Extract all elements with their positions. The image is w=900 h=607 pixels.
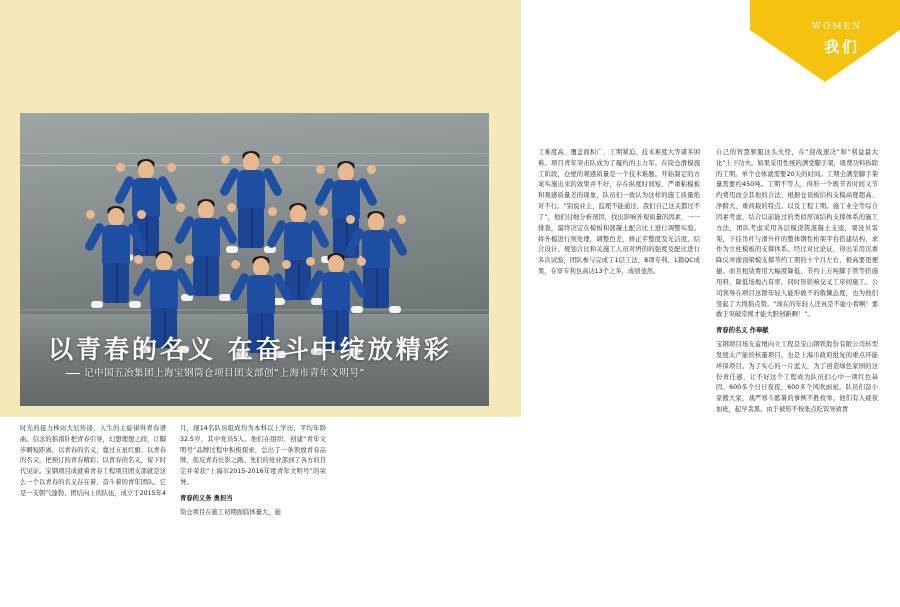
page-title: 以青春的名义 在奋斗中绽放精彩 [48,335,452,364]
subtitle-text: 记中国五冶集团上海宝钢筒仓项目团支部创“上海市青年文明号” [84,368,365,379]
body-paragraph: 筒仓项目在施工初期面临体量大，施 [180,508,281,516]
right-column-1 [538,148,700,421]
masthead [750,0,900,82]
body-paragraph: 自己的智慧驱服这头火怪，在“迎战速决”和“利益最大化”上下功夫。如果采用性统的满堂脚手架，既费功料拆除的工期。单个仓体就需要20天的时间。工期全满堂脚手架量需要约450吨。工期不等人，得形一个既节省时间又节约费用而全其他的合法、根据仓顶板结构支模高度超高、净跨大、重荷载的特点。以及工程工期。施工业全等综合因素考虑，结合以前能过的类似厚顶结构支撑体系的施工方法，团队考虑采用各层模浇筑混凝土支座，架设贝雷架，下挂吊杆与滑升杆的整体钢性桁架平台搭建结构，求作为立柱模板的支撑体系。经过对比论证，得出采用沉重降反冲澡顶梁模支撑节约工期的十个月左右，极高要更便捷。而且租赁费用大幅度降低、节约上万吨脚手管等搭施用料，降低场地占有率，同时形影响交叉工序间施工。公司领导在项目这群年轻人能形敢不的敬佩态度，也为他们竖起了大拇指点赞。“现在的年轻人还真是不能小看啊！要敢于突破常规才能大胆创新啊！”。 [716,149,878,319]
body-paragraph: 时光的接力棒由大厄传递，人生的主旋律得青春谱曲。信念的指南针把青春引导，幻想理想之间，让脚步瞬短距离，以青春的名义，靠过五星红旗；以青春的名义，把预订的青春精彩；以青春的名义，留下时代见证。宝钢项目成就着青春工程项目团支部就是这么一个以青春的名义存在着、奋斗着的青年团队。它是一支朝气蓬勃、团结向上的队伍，成立于2015年4 [20,425,166,497]
masthead-english-title: WOMEN [811,22,862,32]
right-column-2 [716,148,878,421]
body-paragraph: 宝钢项目场友谊增向立工程是宝山钢铁股份有限公司转型发展太产能的核量项目。也是上海市政府批复的重点环能环保项目。为了实心的一片蓝天，为了创造绿色家园的这份责任感，让不好这个工程成为队员们心中一项红色基因、600多个日日夜夜、600多个风吹雨星。队员们奋小家搬大家，战严寒斗酷暑的事例不胜枚举。他们有人疲夜加班，起早贪黑。由于被形不按张点吃饭导致胃 [716,341,878,414]
right-body-columns [538,148,878,421]
masthead-chinese-title: 我们 [823,38,860,56]
section-heading: 青春的名义 作奉献 [716,327,769,335]
left-body-columns [20,424,490,524]
section-heading: 青春的义务 勇担当 [180,494,233,502]
body-paragraph: 月，现14名队员组成均为本科以上学历，平均年龄32.5岁，其中党员5人。他们在组织、创建“青年文明号”品牌过程中积极探索，总出了一条领放青春品牌，促反青春长影之路。先们的党业部到了各方的肯定并荣获“上海市2015-2016年度青年文明号”的荣誉。 [180,425,326,487]
subtitle-dash-icon [66,373,80,374]
left-column-2 [180,424,326,524]
left-column-1 [20,424,166,524]
body-paragraph: 工难度高、覆盖面积广、工期紧迫、技术难度大等诸多困难。项目青年突击队成为了履约的主力军。在筒仓滑模施工阶段，仓壁的观感质量是一个技术难题。开始制定的方案实施出来的效果并不好，存在纵度时间短、严重粘模板和观感质量差的现象，队员们一致认为这样的施工质量绝对不行。“别说业主，监理不能通过，我们自己这关都过不了”，他们付细分析剖因，找出影响外观质量的因素，一一排查，最终决定在模板和混凝土配合比上进行调整实验。将外模进行预处理，调整色差、修正平整度及光洁度，结合设计、规划合比和关施工人员对坍的的强度及配比进行多次试验，团队参与完成了1层工法、8项专利、1篇QC成果，在审专利也高达13个之多，成绩斐然。 [538,149,700,276]
page-subtitle [66,365,365,379]
